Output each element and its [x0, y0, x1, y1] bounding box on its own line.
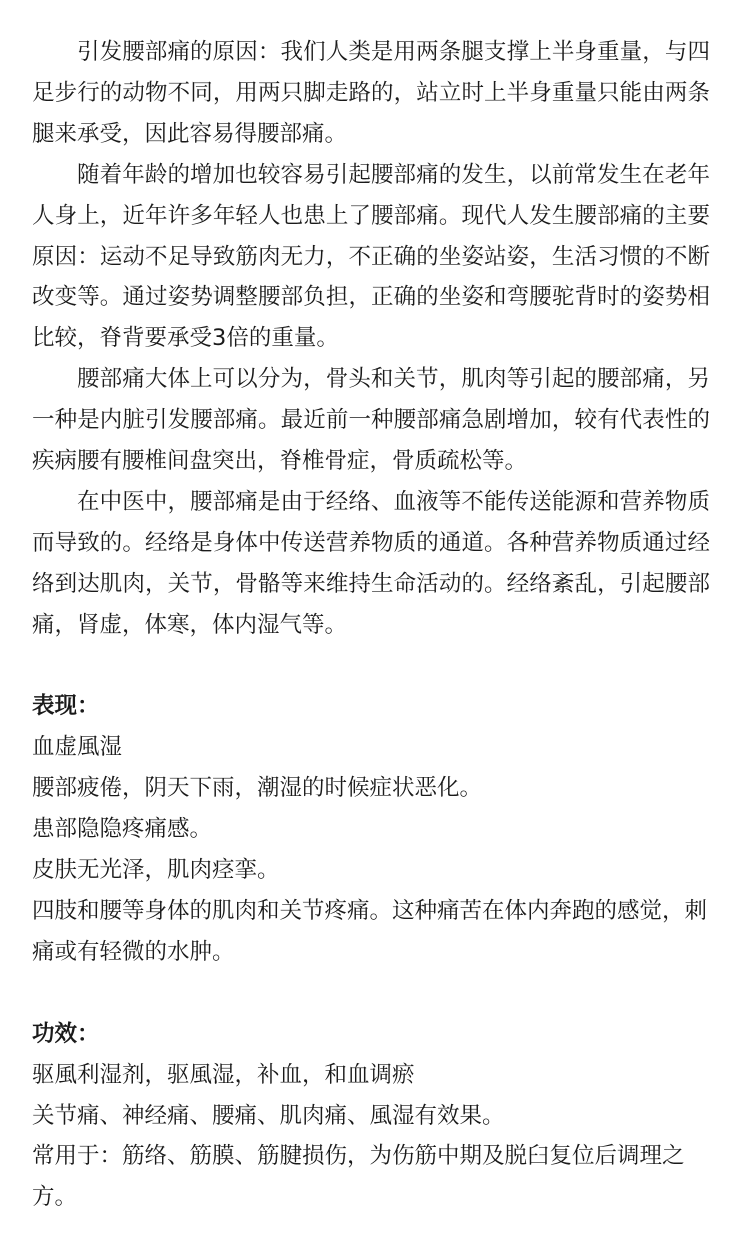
- effect-line: 驱風利湿剂，驱風湿，补血，和血调瘀: [32, 1061, 415, 1088]
- symptom-line: 患部隐隐疼痛感。: [32, 816, 213, 843]
- effect-line: 关节痛、神经痛、腰痛、肌肉痛、風湿有效果。: [32, 1102, 505, 1129]
- effects-heading: 功效：: [32, 1020, 100, 1047]
- intro-paragraph-3: 腰部痛大体上可以分为，骨头和关节，肌肉等引起的腰部痛，另一种是内脏引发腰部痛。最近前一种腰部痛急剧增加，较有代表性的疾病腰有腰椎间盘突出，脊椎骨症，骨质疏松等。: [32, 366, 710, 475]
- symptom-line: 血虚風湿: [32, 734, 123, 761]
- symptom-line: 四肢和腰等身体的肌肉和关节疼痛。这种痛苦在体内奔跑的感觉，刺痛或有轻微的水肿。: [32, 898, 708, 965]
- intro-paragraph-4: 在中医中，腰部痛是由于经络、血液等不能传送能源和营养物质而导致的。经络是身体中传送营养物质的通道。各种营养物质通过经络到达肌肉，关节，骨骼等来维持生命活动的。经络紊乱，引起腰部痛，肾虚，体寒，体内湿气等。: [32, 488, 710, 638]
- symptom-line: 皮肤无光泽，肌肉痉挛。: [32, 857, 280, 884]
- section-gap: [32, 973, 710, 1014]
- intro-paragraph-1: 引发腰部痛的原因：我们人类是用两条腿支撑上半身重量，与四足步行的动物不同，用两只脚走路的，站立时上半身重量只能由两条腿来承受，因此容易得腰部痛。: [32, 39, 710, 147]
- symptom-line: 腰部疲倦，阴天下雨，潮湿的时候症状恶化。: [32, 775, 483, 802]
- intro-paragraph-2: 随着年龄的增加也较容易引起腰部痛的发生，以前常发生在老年人身上，近年许多年轻人也患上了腰部痛。现代人发生腰部痛的主要原因：运动不足导致筋肉无力，不正确的坐姿站姿，生活习惯的不断改变等。通过姿势调整腰部负担，正确的坐姿和弯腰驼背时的姿势相比较，脊背要承受3倍的重量。: [32, 161, 710, 352]
- effect-line: 常用于：筋络、筋膜、筋腱损伤，为伤筋中期及脱臼复位后调理之方。: [32, 1143, 685, 1211]
- symptoms-section: [32, 686, 710, 972]
- symptoms-heading: 表现：: [32, 693, 100, 720]
- section-gap: [32, 646, 710, 687]
- effects-section: [32, 1014, 710, 1219]
